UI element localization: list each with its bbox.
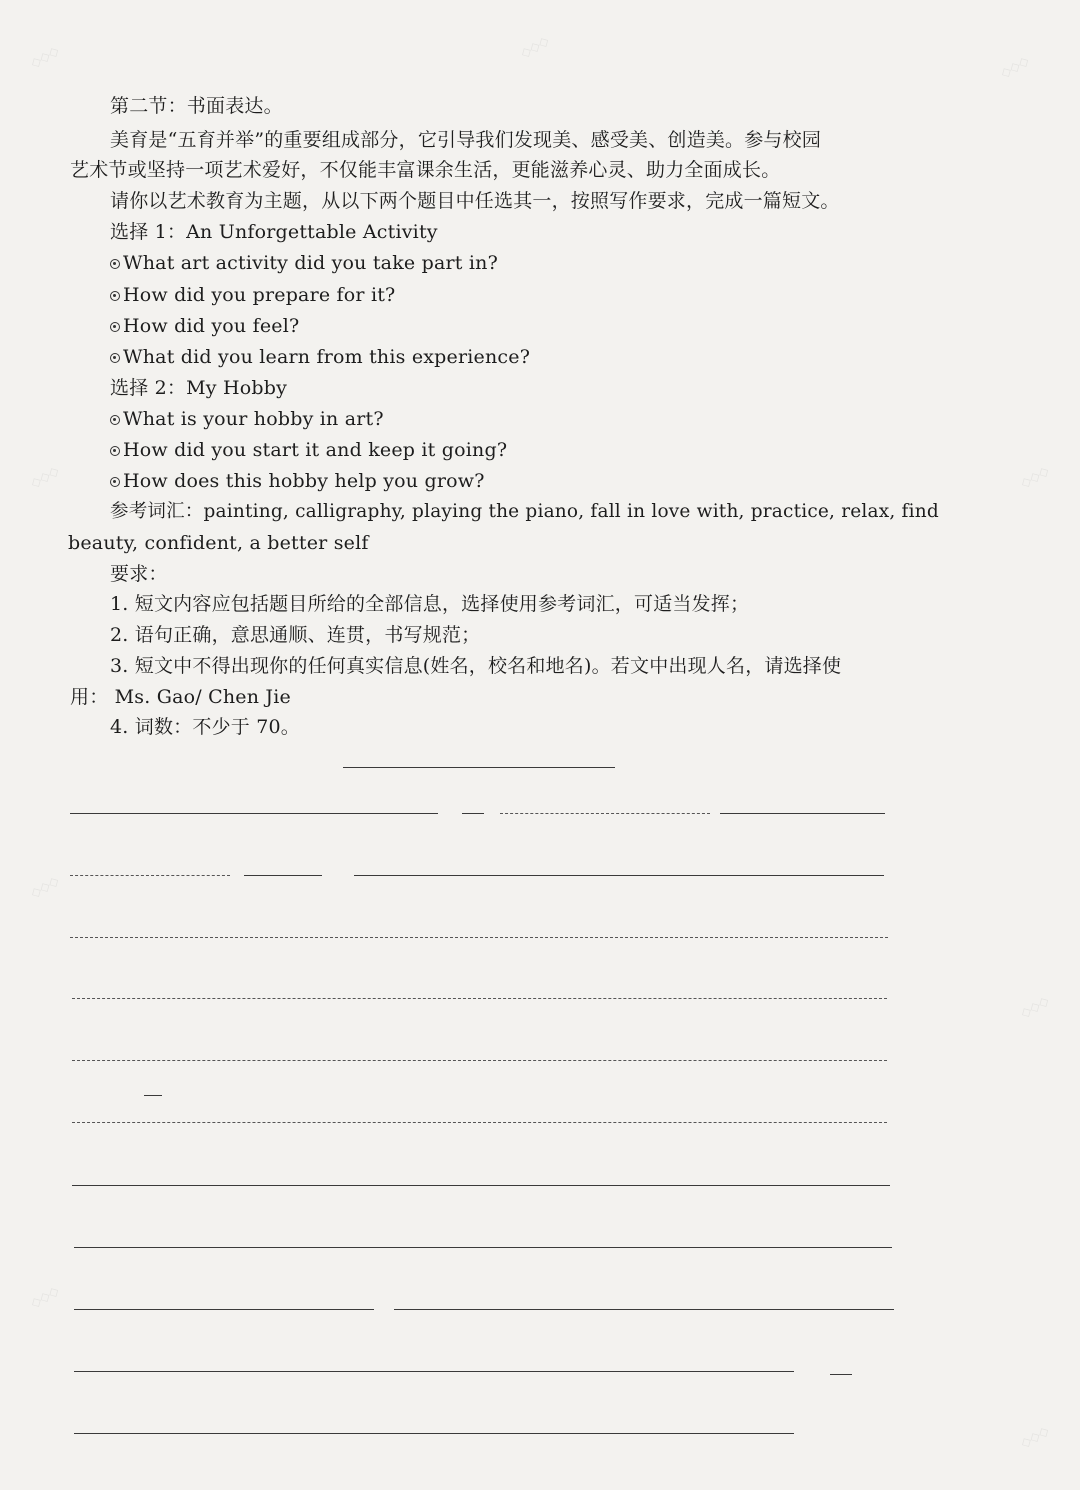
intro-line-2: 艺术节或坚持一项艺术爱好，不仅能丰富课余生活，更能滋养心灵、助力全面成长。 — [70, 159, 781, 181]
writing-line[interactable] — [74, 1247, 892, 1248]
vocab-line-1: 参考词汇：painting, calligraphy, playing the piano, fall in love with, practice, relax, find — [110, 501, 939, 522]
writing-line[interactable] — [70, 813, 438, 814]
writing-line[interactable] — [72, 1122, 887, 1123]
writing-line[interactable] — [70, 875, 230, 876]
bullet-icon — [110, 446, 120, 456]
option-2-title: 选择 2：My Hobby — [110, 377, 288, 399]
requirements-heading: 要求： — [110, 563, 168, 585]
intro-line-1: 美育是“五育并举”的重要组成部分，它引导我们发现美、感受美、创造美。参与校园 — [110, 129, 822, 151]
requirement-item: 2. 语句正确，意思通顺、连贯，书写规范； — [110, 624, 481, 646]
vocab-line-2: beauty, confident, a better self — [68, 532, 369, 554]
writing-line[interactable] — [72, 998, 887, 999]
writing-line[interactable] — [72, 1185, 890, 1186]
requirement-item-continued: 用： Ms. Gao/ Chen Jie — [70, 686, 291, 708]
writing-line[interactable] — [72, 1060, 887, 1061]
bullet-icon — [110, 259, 120, 269]
option-1-question: How did you prepare for it? — [110, 283, 395, 307]
option-1-question: What did you learn from this experience? — [110, 345, 530, 369]
writing-line[interactable] — [462, 813, 484, 814]
option-2-question: How does this hobby help you grow? — [110, 469, 485, 493]
option-1-title: 选择 1：An Unforgettable Activity — [110, 221, 438, 243]
section-title: 第二节：书面表达。 — [110, 95, 283, 117]
option-2-question: How did you start it and keep it going? — [110, 438, 507, 462]
bullet-icon — [110, 477, 120, 487]
writing-line[interactable] — [720, 813, 885, 814]
writing-line[interactable] — [74, 1309, 374, 1310]
writing-line[interactable] — [74, 1433, 794, 1434]
exam-page: ◇◇◇ ◇◇◇ ◇◇◇ ◇◇◇ ◇◇◇ ◇◇◇ ◇◇◇ ◇◇◇ ◇◇◇ 第二节：书面表达。 美育是“五育并举”的重要组成部分，它引导我们发现美、感受美、创造美。参与校园 艺术节或坚持一项艺术爱好，不仅能丰富课余生活，更能滋养心灵、助力全面成长。 请你以艺术教育为主题，从以下两个题目中任选其一，按照写作要求，完成一篇短文。 选择 1：An Unforgettable Activity What art activity did you take part in? How did you prepare for it? How did you feel? What did you learn from this experience? 选择 2：My Hobby What is your hobby in art? How did you start it and keep it going? How does this hobby help you grow? 参考词汇：painting, calligraphy, playing the piano, fall in love with, practice, relax, find beauty, confident, a better self 要求： 1. 短文内容应包括题目所给的全部信息，选择使用参考词汇，可适当发挥； 2. 语句正确，意思通顺、连贯，书写规范； 3. 短文中不得出现你的任何真实信息(姓名，校名和地名)。若文中出现人名，请选择使 用： Ms. Gao/ Chen Jie 4. 词数：不少于 70。 — [28, 33, 1052, 1452]
title-writing-line[interactable] — [343, 767, 615, 768]
option-1-question: What art activity did you take part in? — [110, 251, 498, 275]
requirement-item: 3. 短文中不得出现你的任何真实信息(姓名，校名和地名)。若文中出现人名，请选择使 — [110, 655, 842, 677]
writing-line[interactable] — [830, 1374, 852, 1375]
requirement-item: 4. 词数：不少于 70。 — [110, 716, 300, 738]
option-1-question: How did you feel? — [110, 314, 299, 338]
intro-line-3: 请你以艺术教育为主题，从以下两个题目中任选其一，按照写作要求，完成一篇短文。 — [110, 190, 840, 212]
bullet-icon — [110, 415, 120, 425]
bullet-icon — [110, 291, 120, 301]
writing-line[interactable] — [244, 875, 322, 876]
writing-line[interactable] — [70, 937, 888, 938]
requirement-item: 1. 短文内容应包括题目所给的全部信息，选择使用参考词汇，可适当发挥； — [110, 593, 750, 615]
writing-line[interactable] — [500, 813, 710, 814]
option-2-question: What is your hobby in art? — [110, 407, 384, 431]
writing-line[interactable] — [394, 1309, 894, 1310]
bullet-icon — [110, 353, 120, 363]
stray-mark — [144, 1095, 162, 1096]
bullet-icon — [110, 322, 120, 332]
writing-line[interactable] — [74, 1371, 794, 1372]
writing-line[interactable] — [354, 875, 884, 876]
